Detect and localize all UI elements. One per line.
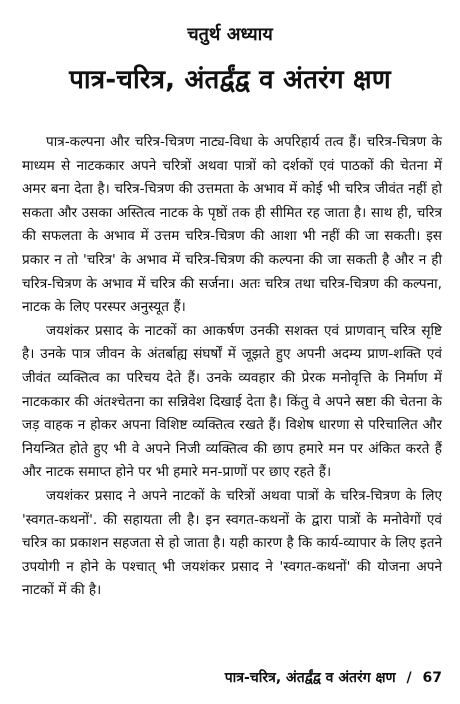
paragraph: जयशंकर प्रसाद के नाटकों का आकर्षण उनकी सशक्त एवं प्राणवान् चरित्र सृष्टि है। उनके पात्र जीवन के अंतर्बाह्य संघर्षों में जूझते हुए अपनी अदम्य प्राण-शक्ति एवं जीवंत व्यक्तित्व का परिचय देते हैं। उनके व्यवहार की प्रेरक मनोवृत्ति के निर्माण में नाटककार की अंतश्चेतना का सन्निवेश दिखाई देता है। किंतु वे अपने स्रष्टा की चेतना के जड़ वाहक न होकर अपना विशिष्ट व्यक्तित्व रखते हैं। विशेष धारणा से परिचालित और नियन्त्रित होते हुए भी वे अपने निजी व्यक्तित्व की छाप हमारे मन पर अंकित करते हैं और नाटक समाप्त होने पर भी हमारे मन-प्राणों पर छाए रहते हैं।	[22, 322, 442, 481]
page-number: 67	[422, 670, 442, 686]
running-title: पात्र-चरित्र, अंतर्द्वंद्व व अंतरंग क्षण	[224, 670, 396, 686]
footer-separator: /	[406, 670, 412, 686]
body-text	[22, 131, 442, 603]
chapter-title: पात्र-चरित्र, अंतर्द्वंद्व व अंतरंग क्षण	[69, 65, 391, 95]
page-footer	[225, 668, 442, 687]
paragraph: जयशंकर प्रसाद ने अपने नाटकों के चरित्रों अथवा पात्रों के चरित्र-चित्रण के लिए 'स्वगत-कथनों'. की सहायता ली है। इन स्वगत-कथनों के द्वारा पात्रों के मनोवेगों एवं चरित्र का प्रकाशन सहजता से हो जाता है। यही कारण है कि कार्य-व्यापार के लिए इतने उपयोगी न होने के पश्चात् भी जयशंकर प्रसाद ने 'स्वगत-कथनों' की योजना अपने नाटकों में की है।	[22, 487, 442, 599]
chapter-label: चतुर्थ अध्याय	[187, 24, 273, 45]
paragraph: पात्र-कल्पना और चरित्र-चित्रण नाट्य-विधा के अपरिहार्य तत्व हैं। चरित्र-चित्रण के माध्यम से नाटककार अपने चरित्रों अथवा पात्रों को दर्शकों एवं पाठकों की चेतना में अमर बना देता है। चरित्र-चित्रण की उत्तमता के अभाव में कोई भी चरित्र जीवंत नहीं हो सकता और उसका अस्तित्व नाटक के पृष्ठों तक ही सीमित रह जाता है। साथ ही, चरित्र की सफलता के अभाव में उत्तम चरित्र-चित्रण की आशा भी नहीं की जा सकती। इस प्रकार न तो 'चरित्र' के अभाव में चरित्र-चित्रण की कल्पना की जा सकती है और न ही चरित्र-चित्रण के अभाव में चरित्र की सर्जना। अतः चरित्र तथा चरित्र-चित्रण की कल्पना, नाटक के लिए परस्पर अनुस्यूत हैं।	[22, 134, 442, 316]
